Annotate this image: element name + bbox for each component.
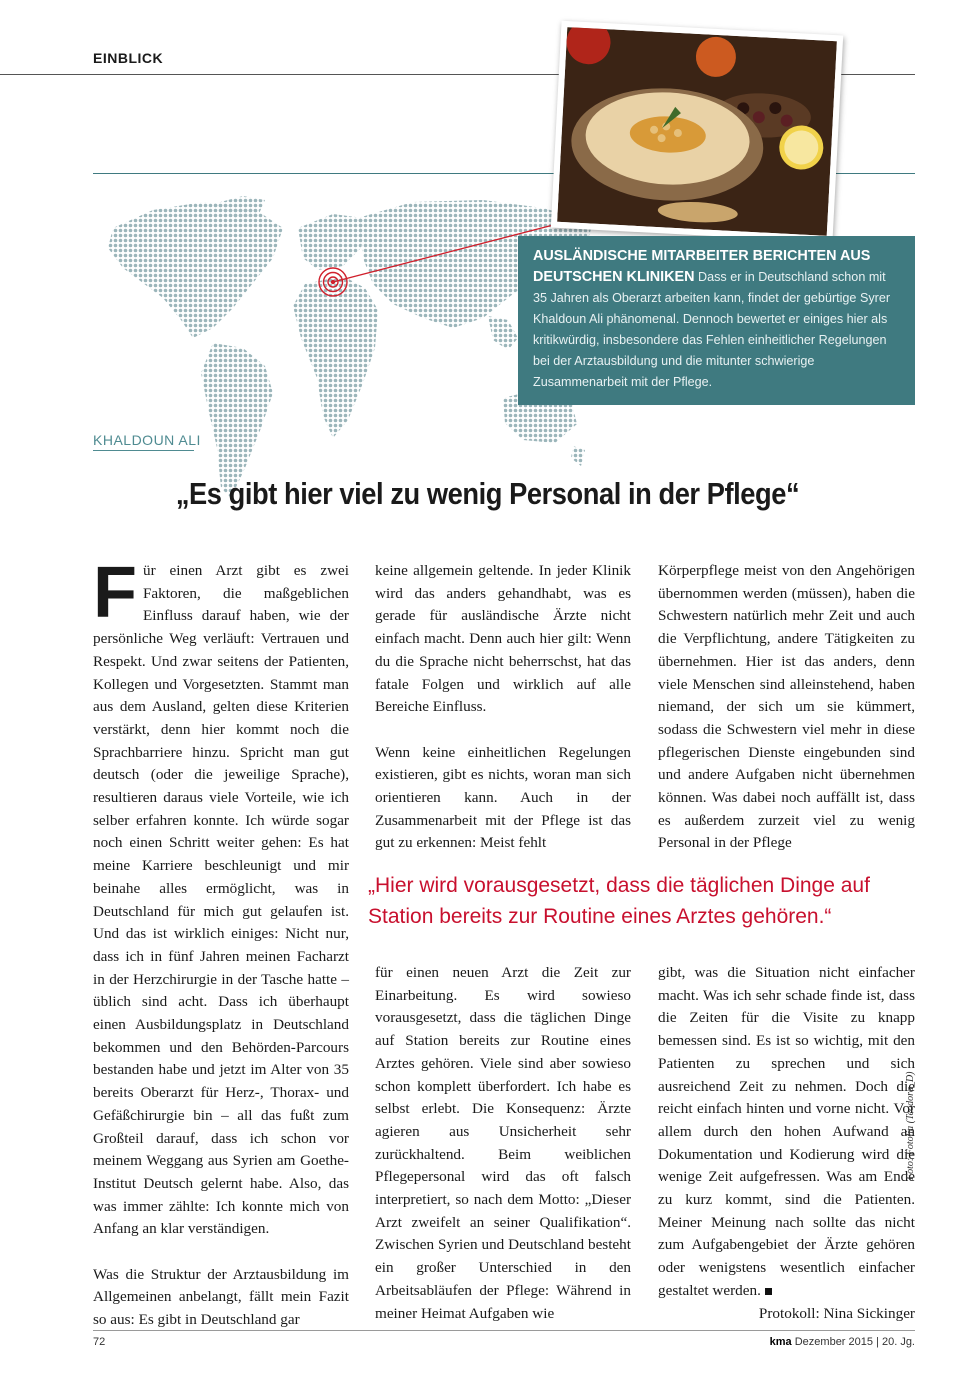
protocol-line: Protokoll: Nina Sickinger: [758, 1304, 915, 1322]
paragraph: für einen neuen Arzt die Zeit zur Einarbeitung. Es wird sowieso vorausgesetzt, dass die täglichen Dinge auf Station bereits zur Routine eines Arztes gehören. Viele sind aber sowieso schon komplett überfordert. Ich habe es selbst erlebt. Die Konsequenz: Ärzte agieren aus Unsicherheit sehr zurückhaltend. Beim weiblichen Pflegepersonal wird das oft falsch interpretiert, so nach dem Motto: „Dieser Arzt zweifelt an seiner Qualifikation“. Zwischen Syrien und Deutschland besteht ein großer Unterschied in den Arbeitsabläufen der Pflege: Während in meiner Heimat Aufgaben wie: [375, 964, 631, 1322]
paragraph: keine allgemein geltende. In jeder Klinik wird das anders gehandhabt, was es gerade für ausländische Ärzte nicht einfach macht. Denn auch hier gilt: Wenn du die Sprache nicht beherrschst, hat das fatale Folgen und wirklich auf alle Bereiche Einfluss.: [375, 562, 631, 716]
footer-rule: [93, 1330, 915, 1331]
magazine-logo: kma: [769, 1336, 792, 1348]
paragraph: Für einen Arzt gibt es zwei Faktoren, die maßgeblichen Einfluss darauf haben, wie der persönliche Weg verläuft: Vertrauen und Respekt. Und zwar seitens der Patienten, Kollegen und Vorgesetzten. Stammt man aus dem Ausland, gelten diese Kriterien verstärkt, denn hier kommt noch die Sprachbarriere hinzu. Spricht man gut deutsch (oder die jeweilige Sprache), resultieren daraus viele Vorteile, wie ich selber erfahren konnte. Ich würde sogar noch einen Schritt weiter gehen: Es hat meine Karriere beschleunigt und mir beinahe alles ermöglicht, was in Deutschland für mich gut gelaufen ist. Und das ist wirklich einiges: Nicht nur, dass ich in fünf Jahren meinen Facharzt in der Herzchirurgie in der Tasche hatte – üblich sind acht. Dass ich überhaupt einen Ausbildungsplatz in Deutschland bekommen und den Behörden-Parcours bestanden habe und jetzt im Alter von 35 bereits Oberarzt für Herz-, Thorax- und Gefäßchirurgie bin – all das fußt zum Großteil darauf, dass ich schon vor meinem Weggang aus Syrien am Goethe-Institut Deutsch gelernt habe. Also, das was immer zählte: Ich konnte mich von Anfang an klar verständigen.: [93, 553, 349, 1238]
footer-issue: [770, 1336, 915, 1348]
article-kicker: KHALDOUN ALI: [93, 432, 201, 448]
paragraph: Körperpflege meist von den Angehörigen übernommen werden (müssen), haben die Schwestern natürlich mehr Zeit und auch die Verpflichtung, andere Tätigkeiten zu übernehmen. Hier ist das anders, denn viele Menschen sind alleinstehend, haben niemand, der sich um sie kümmert, sodass die Schwestern viel mehr in diese pflegerischen Dienste eingebunden sind und andere Aufgaben nicht übernehmen können. Was dabei noch auffällt ist, dass es außerdem zurzeit viel zu wenig Personal in der Pflege: [658, 562, 915, 852]
paragraph: Was die Struktur der Arztausbildung im Allgemeinen anbelangt, fällt mein Fazit so aus: Es gibt in Deutschland gar: [93, 1265, 349, 1329]
paragraph: gibt, was die Situation nicht einfacher macht. Was ich sehr schade finde ist, dass die Zeiten für die Visite zu knapp bemessen sind. Es ist so wichtig, mit den Patienten zu sprechen und sich ausreichend Zeit zu nehmen. Doch die reicht einfach hinten und vorne nicht. Vor allem durch den hohen Aufwand an Dokumentation und Kodierung wird die wenige Zeit aufgefressen. Was am Ende zu kurz kommt, sind die Patienten. Meiner Meinung nach sollte das nicht zum Aufgabengebiet der Ärzte gehören oder wenigstens wesentlich einfacher gestaltet werden.: [658, 964, 915, 1299]
paragraph: Wenn keine einheitlichen Regelungen existieren, gibt es nichts, woran man sich orientieren kann. Auch in der Zusammenarbeit mit der Pflege ist das gut zu erkennen: Meist fehlt: [375, 743, 631, 852]
kicker-underline: [93, 450, 194, 451]
page-number: 72: [93, 1336, 106, 1348]
teaser-box: [518, 236, 915, 405]
hummus-photo: [551, 21, 843, 242]
photo-credit: Foto: Fotolia (Teodora_D): [905, 1071, 916, 1180]
drop-cap: F: [93, 553, 137, 633]
article-column-2-bottom: [375, 962, 631, 1325]
article-column-2-top: [375, 560, 631, 855]
issue-info: Dezember 2015 | 20. Jg.: [794, 1336, 915, 1348]
teaser-heading: AUSLÄNDISCHE MITARBEITER BERICHTEN AUS DEUTSCHEN KLINIKEN: [533, 248, 871, 285]
section-label: EINBLICK: [93, 50, 164, 66]
pull-quote: „Hier wird vorausgesetzt, dass die täglichen Dinge auf Station bereits zur Routine eines Arztes gehören.“: [368, 874, 870, 928]
article-column-3-bottom: [658, 962, 915, 1325]
article-column-1: [93, 553, 349, 1332]
article-column-3-top: [658, 560, 915, 855]
end-mark: [765, 1288, 772, 1295]
article-headline: „Es gibt hier viel zu wenig Personal in der Pflege“: [175, 476, 800, 511]
teaser-text: Dass er in Deutschland schon mit 35 Jahren als Oberarzt arbeiten kann, findet der gebürtige Syrer Khaldoun Ali phänomenal. Dennoch bewertet er einiges hier als kritikwürdig, insbesondere das Fehlen einheitlicher Regelungen bei der Arztausbildung und die mitunter schwierige Zusammenarbeit mit der Pflege.: [533, 270, 891, 389]
